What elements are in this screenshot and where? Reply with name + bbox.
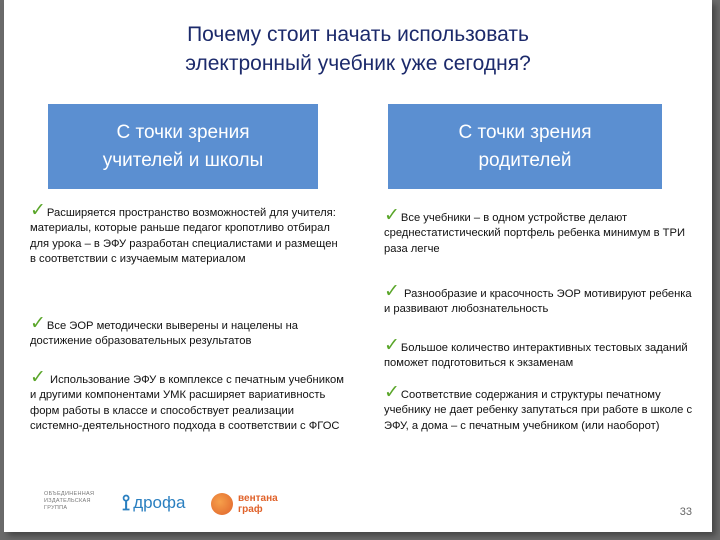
teachers-header-line1: С точки зрения (116, 121, 250, 143)
teachers-header-line2: учителей и школы (102, 149, 264, 171)
checkmark-icon: ✓ (384, 335, 400, 356)
ventana-logo-line1: вентана (238, 493, 278, 504)
ventana-logo-text (238, 493, 278, 515)
page-number: 33 (679, 506, 692, 518)
list-item (384, 281, 699, 318)
parents-header-line1: С точки зрения (458, 121, 592, 143)
list-item (30, 367, 345, 434)
checkmark-icon: ✓ (30, 200, 46, 221)
checkmark-icon: ✓ (384, 205, 400, 226)
drofa-logo-text: дрофа (133, 493, 186, 512)
list-item-text: Соответствие содержания и структуры печатному учебнику не дает ребенку запутаться при работе в школе с ЭФУ, а дома – с печатным учебником (или наоборот) (384, 389, 693, 432)
ventana-graf-logo (211, 488, 278, 520)
list-item-text: Все ЭОР методически выверены и нацелены на достижение образовательных результатов (30, 320, 298, 348)
list-item (30, 313, 345, 350)
drofa-logo (122, 488, 185, 518)
checkmark-icon: ✓ (30, 313, 46, 334)
parents-header-line2: родителей (478, 149, 572, 171)
ventana-circle-icon (211, 493, 233, 515)
list-item-text: Все учебники – в одном устройстве делают среднестатистический портфель ребенка минимум в ТРИ раза легче (384, 212, 685, 255)
teachers-header (48, 104, 318, 189)
parents-header (388, 104, 662, 189)
logo1-line2: ИЗДАТЕЛЬСКАЯ ГРУППА (44, 498, 91, 511)
slide-title-line1: Почему стоит начать использовать (187, 23, 529, 46)
list-item (30, 200, 345, 267)
footer (4, 486, 712, 532)
checkmark-icon: ✓ (384, 382, 400, 403)
checkmark-icon: ✓ (384, 281, 400, 302)
logo1-line1: ОБЪЕДИНЕННАЯ (44, 491, 95, 497)
slide (4, 0, 712, 532)
list-item (384, 382, 699, 434)
slide-title (4, 20, 712, 78)
list-item-text: Большое количество интерактивных тестовых заданий поможет подготовиться к экзаменам (384, 342, 688, 370)
bird-icon: ⟟ (122, 490, 131, 515)
list-item (384, 335, 699, 372)
list-item (384, 205, 699, 257)
slide-title-line2: электронный учебник уже сегодня? (185, 52, 531, 75)
united-publishing-group-logo (44, 491, 114, 512)
checkmark-icon: ✓ (30, 367, 46, 388)
ventana-logo-line2: граф (238, 504, 263, 515)
list-item-text: Использование ЭФУ в комплексе с печатным учебником и другими компонентами УМК расширяет вариативность форм работы в классе и способствует реализации системно-деятельностного подхода в соответствии с ФГОС (30, 374, 344, 432)
list-item-text: Расширяется пространство возможностей для учителя: материалы, которые раньше педагог кропотливо отбирал для урока – в ЭФУ разработан специалистами и размещен в соответствии с изучаемым материалом (30, 207, 338, 265)
list-item-text: Разнообразие и красочность ЭОР мотивируют ребенка и развивают любознательность (384, 288, 692, 316)
